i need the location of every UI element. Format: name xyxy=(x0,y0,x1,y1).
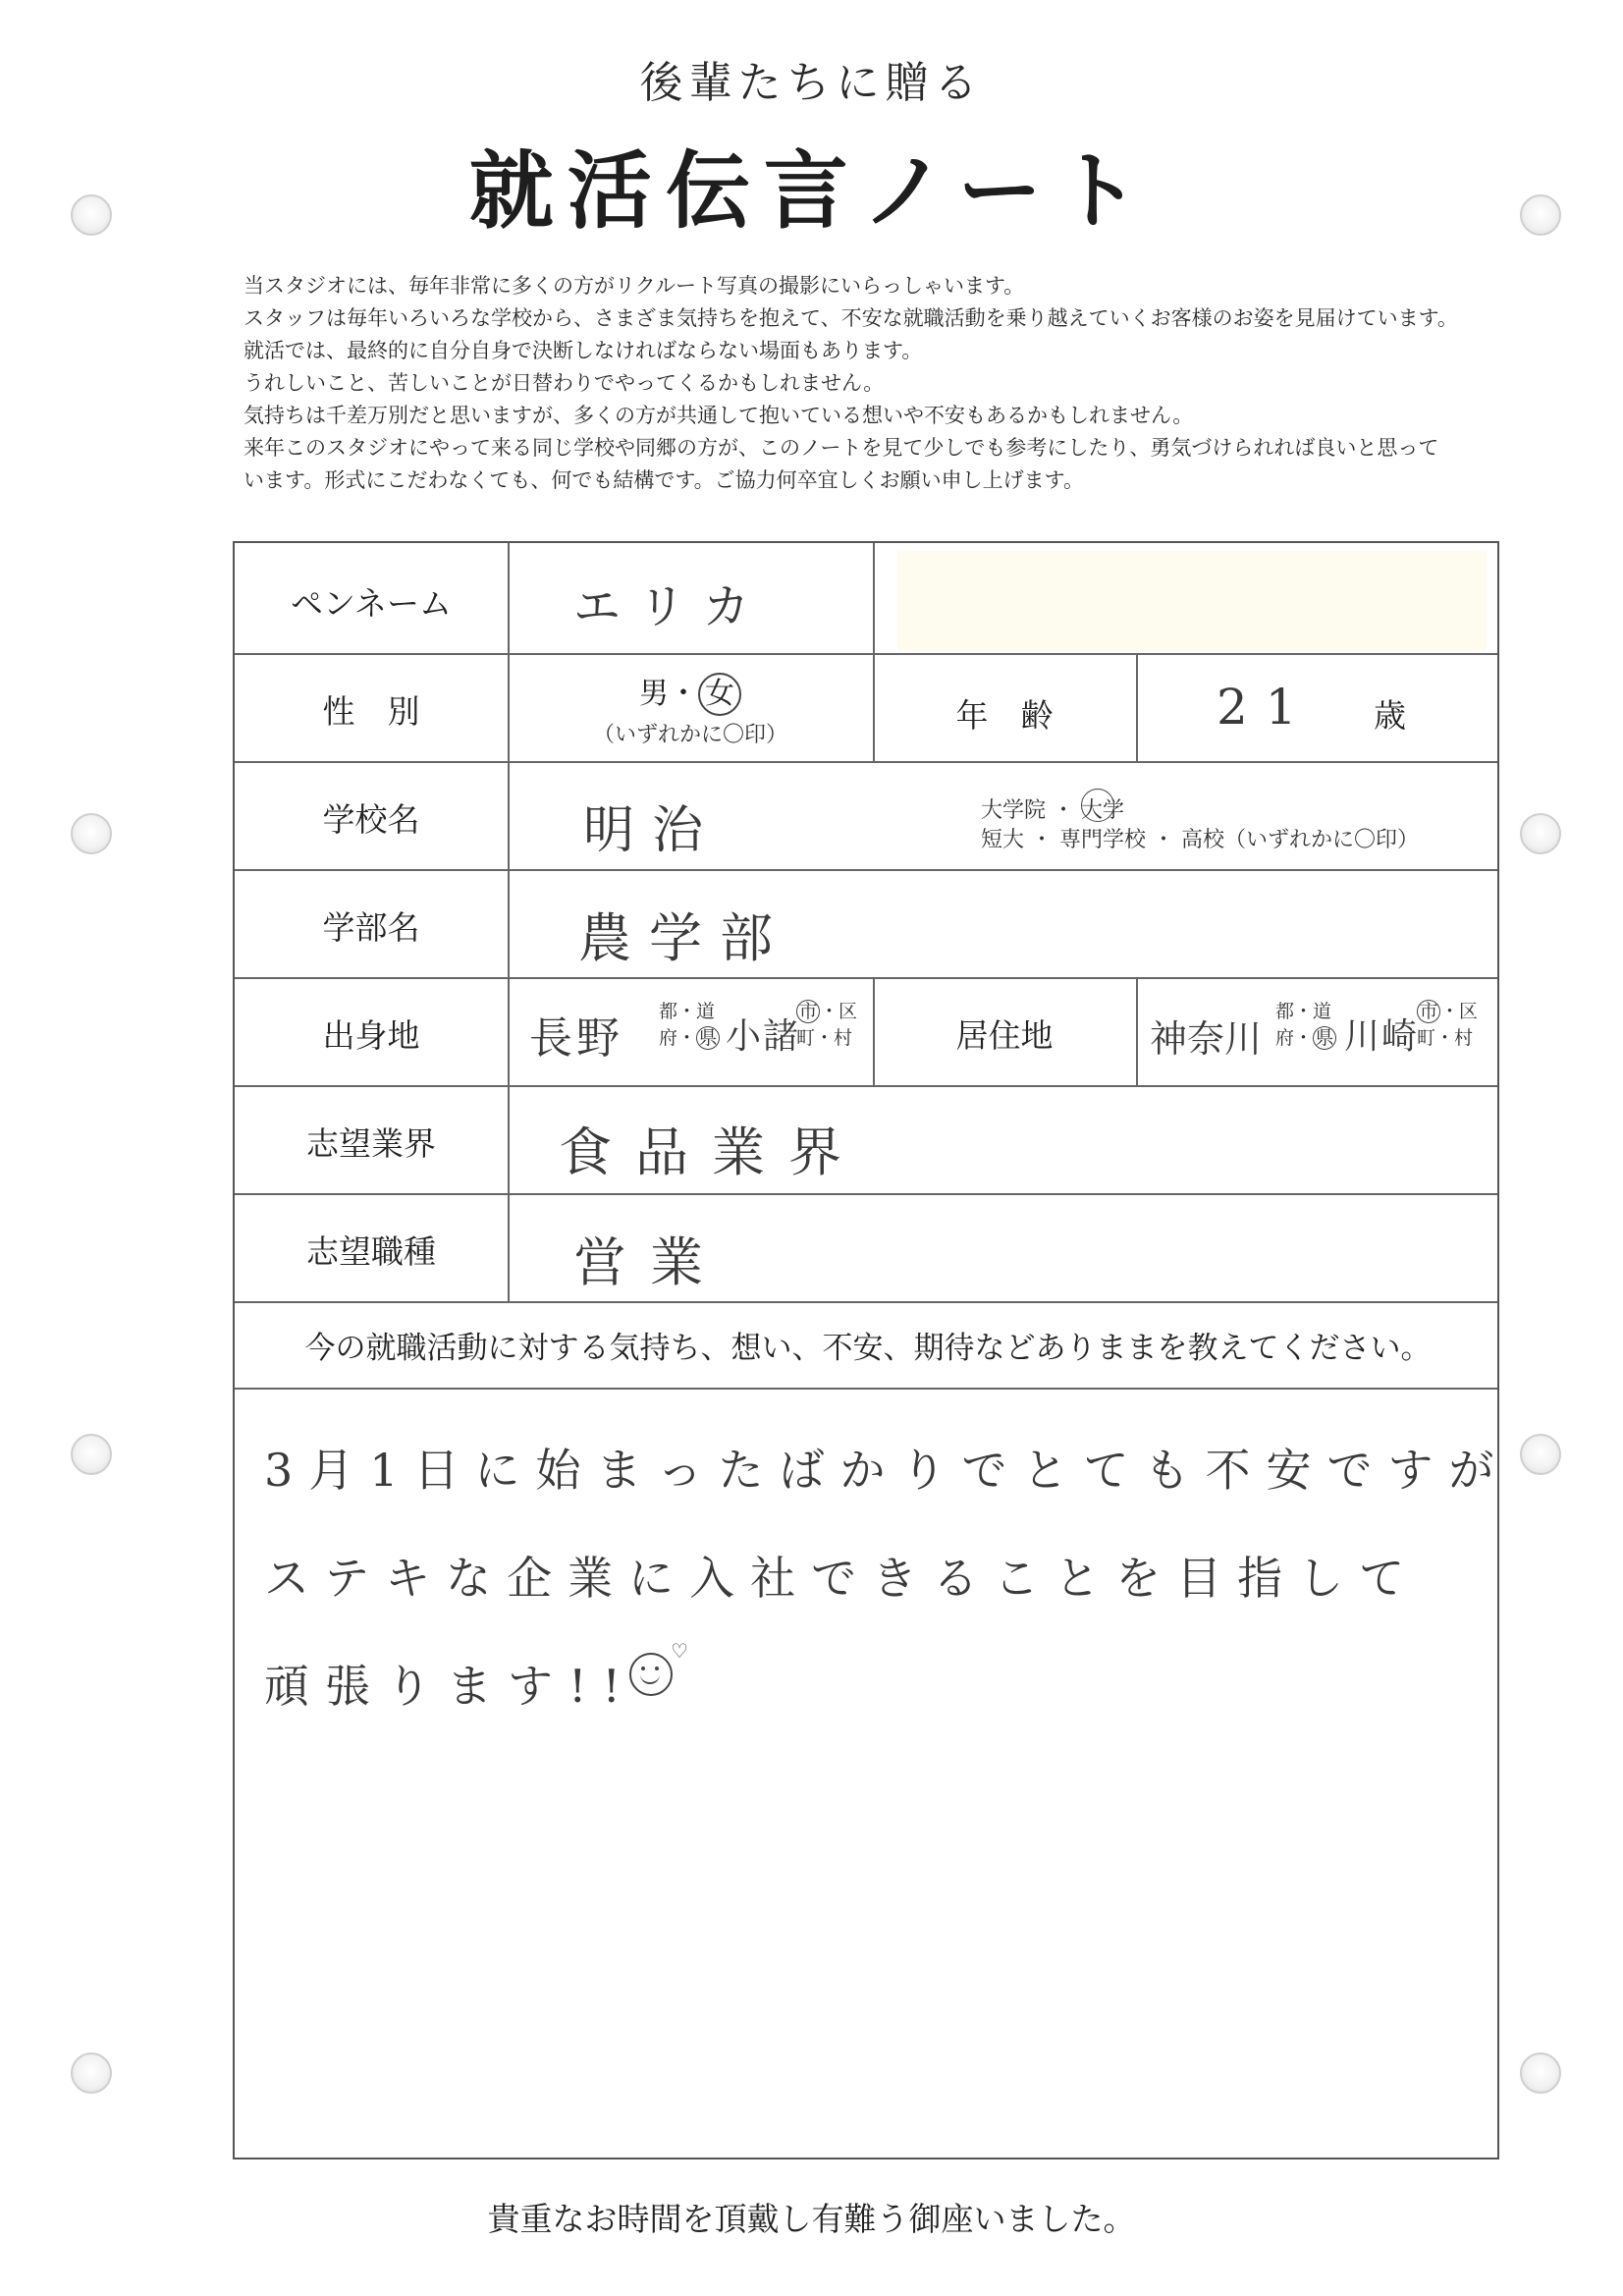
intro-line: スタッフは毎年いろいろな学校から、さまざま気持ちを抱えて、不安な就職活動を乗り越えていくお客様のお姿を見届けています。 xyxy=(243,306,1458,330)
row-divider xyxy=(235,653,1497,655)
intro-text xyxy=(243,270,1579,497)
age-label: 年 齢 xyxy=(955,696,1054,735)
gender-separator: ・ xyxy=(669,677,698,711)
school-label: 学校名 xyxy=(322,800,420,839)
intro-line: 当スタジオには、毎年非常に多くの方がリクルート写真の撮影にいらっしゃいます。 xyxy=(243,274,1025,298)
faculty-label: 学部名 xyxy=(322,908,420,947)
residence-pref[interactable]: 神奈川 xyxy=(1150,1017,1263,1061)
binder-hole xyxy=(71,813,112,854)
binder-hole xyxy=(1520,1434,1561,1475)
birthplace-city[interactable]: 小諸 xyxy=(726,1016,801,1057)
residence-pref-suffix xyxy=(1275,999,1336,1052)
binder-hole xyxy=(1520,813,1561,854)
residence-city-suffix xyxy=(1417,999,1478,1052)
birthplace-pref-suffix xyxy=(659,999,720,1052)
city-suffix-bottom: 町・村 xyxy=(1417,1027,1474,1049)
pref-circled: 県 xyxy=(696,1026,720,1050)
footer-thanks: 貴重なお時間を頂戴し有難う御座いました。 xyxy=(487,2200,1136,2238)
row-divider xyxy=(235,1388,1497,1390)
pref-circled: 県 xyxy=(1313,1026,1336,1050)
essay-line[interactable]: 頑張ります!! xyxy=(264,1660,636,1713)
job-value[interactable]: 営業 xyxy=(573,1231,727,1293)
binder-hole xyxy=(1520,2052,1561,2094)
heart-icon: ♡ xyxy=(671,1639,688,1663)
job-label: 志望職種 xyxy=(306,1232,436,1271)
gender-note: （いずれかに〇印） xyxy=(592,723,787,747)
pref-suffix-bottom: 府・ xyxy=(659,1027,697,1049)
message-form xyxy=(233,541,1510,2159)
pen-name-label: ペンネーム xyxy=(290,584,452,623)
pref-suffix-top: 都・道 xyxy=(1275,1001,1332,1022)
binder-hole xyxy=(71,1434,112,1475)
faculty-value[interactable]: 農学部 xyxy=(578,907,790,969)
residence-city[interactable]: 川崎 xyxy=(1344,1016,1420,1057)
gender-label: 性 別 xyxy=(322,692,420,731)
pref-suffix-bottom: 府・ xyxy=(1275,1027,1314,1049)
intro-line: 気持ちは千差万別だと思いますが、多くの方が共通して抱いている想いや不安もあるかもしれません。 xyxy=(243,404,1194,427)
binder-hole xyxy=(71,2052,112,2094)
row-divider xyxy=(235,869,1497,871)
school-type-line1: 大学院 ・ 大学 xyxy=(981,798,1124,823)
city-suffix-top: ・区 xyxy=(820,1001,858,1022)
residence-label: 居住地 xyxy=(955,1016,1054,1055)
intro-line: います。形式にこだわなくても、何でも結構です。ご協力何卒宜しくお願い申し上げます。 xyxy=(243,468,1084,492)
industry-label: 志望業界 xyxy=(306,1124,436,1163)
industry-value[interactable]: 食品業界 xyxy=(559,1121,865,1183)
pen-name-value[interactable]: エリカ xyxy=(573,579,768,634)
city-circled: 市 xyxy=(796,1000,820,1023)
gender-options[interactable] xyxy=(508,669,873,716)
page-title: 就活伝言ノート xyxy=(468,142,1155,241)
school-value[interactable]: 明治 xyxy=(583,801,722,860)
essay-line[interactable]: ステキな企業に入社できることを目指して xyxy=(264,1552,1421,1605)
birthplace-city-suffix xyxy=(796,999,857,1052)
essay-line[interactable]: 3月1日に始まったばかりでとても不安ですが xyxy=(264,1444,1510,1497)
gender-female-circled[interactable]: 女 xyxy=(698,673,741,716)
intro-line: うれしいこと、苦しいことが日替わりでやってくるかもしれません。 xyxy=(243,371,885,395)
row-divider xyxy=(235,1301,1497,1303)
birthplace-label: 出身地 xyxy=(322,1016,420,1055)
school-type-circle xyxy=(1081,789,1114,822)
birthplace-pref[interactable]: 長野 xyxy=(529,1013,623,1064)
redacted-area xyxy=(897,551,1487,651)
smiley-icon xyxy=(629,1653,673,1696)
row-divider xyxy=(235,977,1497,979)
essay-question: 今の就職活動に対する気持ち、想い、不安、期待などありままを教えてください。 xyxy=(304,1331,1432,1366)
age-unit: 歳 xyxy=(1374,696,1406,735)
col-divider xyxy=(508,543,510,1301)
intro-line: 就活では、最終的に自分自身で決断しなければならない場面もあります。 xyxy=(243,339,923,362)
row-divider xyxy=(235,1085,1497,1087)
col-divider xyxy=(1136,977,1138,1085)
row-divider xyxy=(235,1193,1497,1195)
gender-male[interactable]: 男 xyxy=(639,677,669,711)
city-suffix-bottom: 町・村 xyxy=(796,1027,853,1049)
intro-line: 来年このスタジオにやって来る同じ学校や同郷の方が、このノートを見て少しでも参考にしたり、勇気づけられれば良いと思って xyxy=(243,436,1439,460)
age-value[interactable]: 21 xyxy=(1217,679,1315,736)
school-type-line2: 短大 ・ 専門学校 ・ 高校（いずれかに〇印） xyxy=(981,828,1419,852)
col-divider xyxy=(1136,653,1138,761)
city-suffix-top: ・区 xyxy=(1440,1001,1479,1022)
page-subtitle: 後輩たちに贈る xyxy=(639,58,984,108)
pref-suffix-top: 都・道 xyxy=(659,1001,716,1022)
city-circled: 市 xyxy=(1417,1000,1440,1023)
row-divider xyxy=(235,761,1497,763)
